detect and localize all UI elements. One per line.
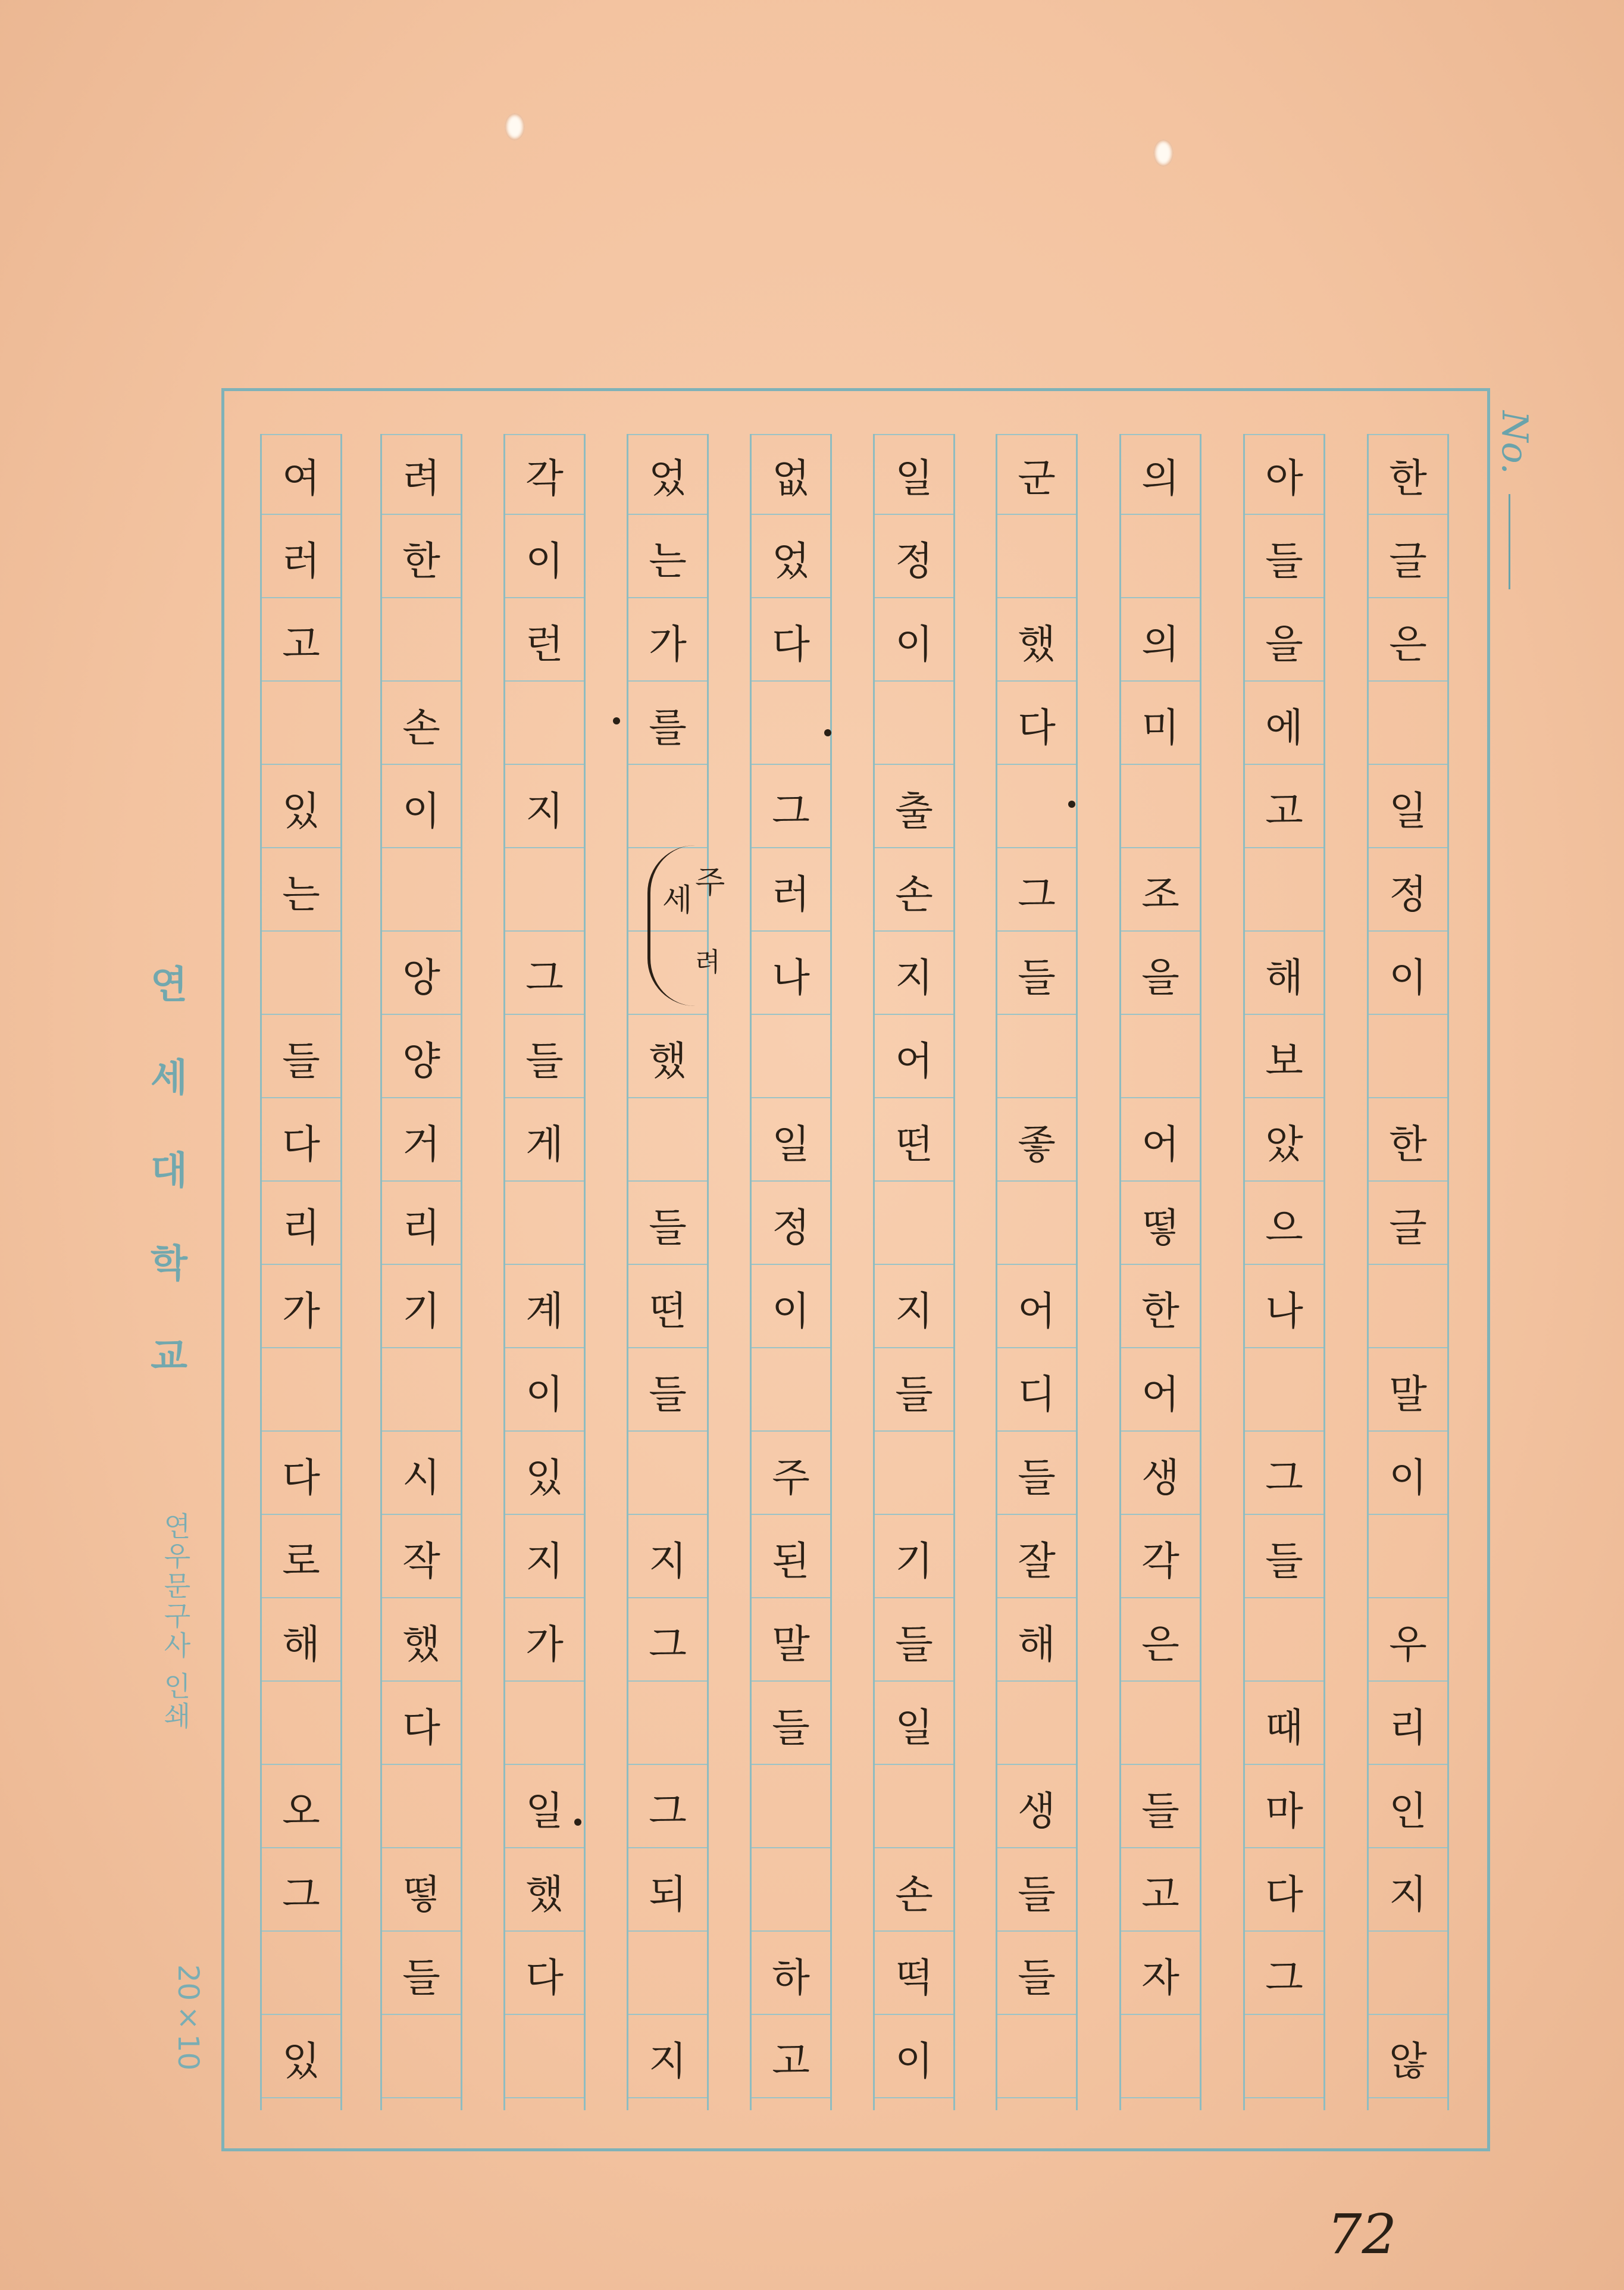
grid-cell <box>1121 1684 1200 1765</box>
grid-cell <box>1369 1017 1447 1098</box>
grid-cell: 이 <box>1369 1434 1447 1515</box>
grid-column <box>1243 434 1325 2110</box>
note-char: 주 <box>695 865 725 901</box>
grid-cell: 다 <box>262 1434 340 1515</box>
grid-cell: 인 <box>1369 1767 1447 1848</box>
grid-cell: 아 <box>1245 434 1323 515</box>
grid-cell: 때 <box>1245 1684 1323 1765</box>
grid-cell: 이 <box>875 2017 953 2098</box>
grid-cell: 오 <box>262 1767 340 1848</box>
grid-cell: 일 <box>752 1101 830 1182</box>
grid-cell: 들 <box>875 1601 953 1682</box>
grid-cell: 으 <box>1245 1184 1323 1265</box>
grid-cell <box>262 934 340 1015</box>
grid-cell <box>382 1767 461 1848</box>
grid-cell: 리 <box>262 1184 340 1265</box>
grid-cell <box>997 1684 1076 1765</box>
grid-cell <box>752 1017 830 1098</box>
grid-cell: 했 <box>382 1601 461 1682</box>
grid-column <box>627 434 709 2110</box>
grid-cell: 그 <box>505 934 584 1015</box>
note-char: 려 <box>695 947 721 977</box>
grid-cell <box>1369 1934 1447 2015</box>
punch-hole-left <box>505 113 525 140</box>
grid-cell: 일 <box>875 434 953 515</box>
grid-cell: 했 <box>628 1017 707 1098</box>
grid-cell <box>752 684 830 765</box>
grid-cell <box>382 2017 461 2098</box>
grid-cell: 가 <box>262 1267 340 1348</box>
grid-cell: 가 <box>505 1601 584 1682</box>
manuscript-grid <box>221 388 1490 2151</box>
grid-cell: 한 <box>1369 1101 1447 1182</box>
grid-cell: 지 <box>875 1267 953 1348</box>
grid-cell <box>875 684 953 765</box>
grid-cell: 리 <box>382 1184 461 1265</box>
grid-cell: 말 <box>752 1601 830 1682</box>
grid-cell: 생 <box>1121 1434 1200 1515</box>
grid-cell: 각 <box>1121 1517 1200 1598</box>
grid-cell: 어 <box>997 1267 1076 1348</box>
grid-cell <box>1121 1017 1200 1098</box>
printer-credit: 연우문구사 인쇄 <box>159 1512 192 1732</box>
grid-cell: 들 <box>997 1851 1076 1932</box>
grid-cell: 되 <box>628 1851 707 1932</box>
grid-cell: 들 <box>628 1351 707 1432</box>
grid-cell <box>1121 517 1200 598</box>
grid-cell: 러 <box>262 517 340 598</box>
grid-cell: 어 <box>1121 1351 1200 1432</box>
grid-cell: 앙 <box>382 934 461 1015</box>
grid-cell: 좋 <box>997 1101 1076 1182</box>
grid-cell <box>1121 2017 1200 2098</box>
grid-cell <box>628 1434 707 1515</box>
grid-size-label: 20×10 <box>171 1964 205 2071</box>
grid-cell: 있 <box>505 1434 584 1515</box>
grid-cell: 고 <box>1121 1851 1200 1932</box>
grid-cell <box>505 1184 584 1265</box>
grid-cell: 거 <box>382 1101 461 1182</box>
grid-cell <box>1121 767 1200 848</box>
grid-cell: 하 <box>752 1934 830 2015</box>
grid-cell <box>1369 684 1447 765</box>
grid-cell: 글 <box>1369 517 1447 598</box>
grid-cell: 일 <box>875 1684 953 1765</box>
grid-cell <box>505 2017 584 2098</box>
grid-cell: 들 <box>382 1934 461 2015</box>
grid-cell: 했 <box>997 601 1076 682</box>
grid-cell: 다 <box>997 684 1076 765</box>
grid-cell: 떤 <box>875 1101 953 1182</box>
grid-cell: 나 <box>752 934 830 1015</box>
grid-column <box>750 434 832 2110</box>
grid-cell: 지 <box>628 2017 707 2098</box>
grid-cell: 의 <box>1121 601 1200 682</box>
grid-cell: 지 <box>505 1517 584 1598</box>
grid-cell: 손 <box>875 1851 953 1932</box>
grid-cell: 떡 <box>875 1934 953 2015</box>
grid-cell: 은 <box>1369 601 1447 682</box>
grid-cell: 지 <box>1369 1851 1447 1932</box>
grid-cell: 고 <box>1245 767 1323 848</box>
grid-cell: 잘 <box>997 1517 1076 1598</box>
grid-cell <box>875 1184 953 1265</box>
grid-cell: 게 <box>505 1101 584 1182</box>
grid-cell <box>505 851 584 932</box>
grid-cell: 을 <box>1245 601 1323 682</box>
grid-cell: 일 <box>1369 767 1447 848</box>
grid-cell: 된 <box>752 1517 830 1598</box>
period-mark <box>613 717 620 724</box>
grid-cell: 들 <box>752 1684 830 1765</box>
page-number: 72 <box>1327 2202 1397 2266</box>
grid-cell: 들 <box>1245 517 1323 598</box>
grid-cell: 이 <box>752 1267 830 1348</box>
grid-cell: 가 <box>628 601 707 682</box>
grid-cell: 이 <box>382 767 461 848</box>
grid-cell <box>628 767 707 848</box>
grid-cell: 있 <box>262 767 340 848</box>
grid-column <box>1367 434 1449 2110</box>
grid-cell <box>752 1351 830 1432</box>
grid-cell: 을 <box>1121 934 1200 1015</box>
grid-cell <box>262 1934 340 2015</box>
grid-cell: 그 <box>1245 1434 1323 1515</box>
grid-cell <box>382 851 461 932</box>
grid-cell: 그 <box>997 851 1076 932</box>
grid-cell: 들 <box>875 1351 953 1432</box>
grid-cell: 었 <box>628 434 707 515</box>
grid-cell: 주 <box>752 1434 830 1515</box>
grid-cell <box>875 1767 953 1848</box>
grid-cell: 정 <box>752 1184 830 1265</box>
grid-cell: 한 <box>1369 434 1447 515</box>
grid-cell: 들 <box>997 1434 1076 1515</box>
grid-cell: 러 <box>752 851 830 932</box>
grid-cell: 리 <box>1369 1684 1447 1765</box>
margin-note <box>647 845 737 1006</box>
grid-cell <box>1369 1517 1447 1598</box>
grid-column <box>503 434 586 2110</box>
grid-cell: 들 <box>997 934 1076 1015</box>
grid-cell: 들 <box>628 1184 707 1265</box>
period-mark <box>574 1819 581 1826</box>
grid-cell: 고 <box>752 2017 830 2098</box>
grid-cell: 들 <box>262 1017 340 1098</box>
grid-cell: 를 <box>628 684 707 765</box>
grid-cell: 다 <box>752 601 830 682</box>
period-mark <box>824 729 831 736</box>
grid-cell: 조 <box>1121 851 1200 932</box>
grid-column <box>1119 434 1201 2110</box>
grid-cell: 이 <box>1369 934 1447 1015</box>
grid-cell <box>752 1767 830 1848</box>
grid-cell <box>628 1934 707 2015</box>
grid-cell: 없 <box>752 434 830 515</box>
grid-cell: 해 <box>262 1601 340 1682</box>
grid-cell: 들 <box>1245 1517 1323 1598</box>
grid-cell <box>1245 2017 1323 2098</box>
grid-cell: 떻 <box>382 1851 461 1932</box>
grid-cell: 다 <box>262 1101 340 1182</box>
grid-cell: 보 <box>1245 1017 1323 1098</box>
grid-cell: 기 <box>875 1517 953 1598</box>
grid-cell: 그 <box>262 1851 340 1932</box>
grid-cell: 기 <box>382 1267 461 1348</box>
grid-cell <box>382 1351 461 1432</box>
grid-cell: 양 <box>382 1017 461 1098</box>
grid-cell: 손 <box>875 851 953 932</box>
grid-cell: 떤 <box>628 1267 707 1348</box>
grid-cell: 우 <box>1369 1601 1447 1682</box>
grid-cell: 생 <box>997 1767 1076 1848</box>
grid-cell: 군 <box>997 434 1076 515</box>
period-mark <box>1068 801 1075 808</box>
grid-cell: 이 <box>875 601 953 682</box>
grid-cell <box>505 1684 584 1765</box>
grid-cell: 디 <box>997 1351 1076 1432</box>
grid-cell: 해 <box>997 1601 1076 1682</box>
grid-cell: 그 <box>752 767 830 848</box>
grid-cell <box>1245 1601 1323 1682</box>
grid-cell: 떻 <box>1121 1184 1200 1265</box>
grid-cell <box>628 1684 707 1765</box>
grid-cell: 지 <box>628 1517 707 1598</box>
grid-cell <box>997 2017 1076 2098</box>
grid-cell <box>875 1434 953 1515</box>
grid-cell: 는 <box>628 517 707 598</box>
grid-cell <box>382 601 461 682</box>
grid-cell: 지 <box>875 934 953 1015</box>
grid-column <box>260 434 342 2110</box>
grid-column <box>873 434 955 2110</box>
grid-cell: 그 <box>628 1767 707 1848</box>
grid-cell: 들 <box>997 1934 1076 2015</box>
grid-cell <box>628 1101 707 1182</box>
grid-column <box>380 434 462 2110</box>
note-char: 세 <box>662 883 693 919</box>
grid-cell: 여 <box>262 434 340 515</box>
grid-cell <box>1369 1267 1447 1348</box>
grid-cell: 어 <box>1121 1101 1200 1182</box>
grid-cell <box>1245 1351 1323 1432</box>
grid-cell <box>997 517 1076 598</box>
grid-cell: 은 <box>1121 1601 1200 1682</box>
grid-cell: 한 <box>382 517 461 598</box>
grid-cell: 려 <box>382 434 461 515</box>
grid-cell: 했 <box>505 1851 584 1932</box>
number-line <box>1509 494 1510 589</box>
grid-cell: 에 <box>1245 684 1323 765</box>
grid-cell: 는 <box>262 851 340 932</box>
grid-cell: 해 <box>1245 934 1323 1015</box>
grid-cell <box>752 1851 830 1932</box>
grid-cell: 않 <box>1369 2017 1447 2098</box>
grid-cell: 한 <box>1121 1267 1200 1348</box>
grid-cell: 어 <box>875 1017 953 1098</box>
school-name: 연세대학교 <box>143 964 187 1429</box>
grid-cell: 자 <box>1121 1934 1200 2015</box>
grid-cell: 그 <box>1245 1934 1323 2015</box>
grid-cell: 다 <box>382 1684 461 1765</box>
grid-cell <box>1245 851 1323 932</box>
grid-cell: 미 <box>1121 684 1200 765</box>
grid-cell: 이 <box>505 517 584 598</box>
grid-cell: 다 <box>1245 1851 1323 1932</box>
grid-cell <box>997 1017 1076 1098</box>
grid-cell <box>262 1351 340 1432</box>
grid-cell: 있 <box>262 2017 340 2098</box>
grid-cell: 았 <box>1245 1101 1323 1182</box>
grid-cell <box>997 1184 1076 1265</box>
grid-cell: 그 <box>628 1601 707 1682</box>
grid-cell: 마 <box>1245 1767 1323 1848</box>
grid-cell: 출 <box>875 767 953 848</box>
grid-cell: 각 <box>505 434 584 515</box>
grid-cell: 지 <box>505 767 584 848</box>
grid-cell: 들 <box>505 1017 584 1098</box>
grid-cell: 정 <box>1369 851 1447 932</box>
grid-cell <box>262 1684 340 1765</box>
grid-cell <box>505 684 584 765</box>
grid-cell: 일 <box>505 1767 584 1848</box>
grid-cell: 작 <box>382 1517 461 1598</box>
number-label: No. <box>1494 411 1535 474</box>
grid-cell: 런 <box>505 601 584 682</box>
grid-cell: 고 <box>262 601 340 682</box>
grid-cell <box>262 684 340 765</box>
grid-cell: 이 <box>505 1351 584 1432</box>
grid-cell: 의 <box>1121 434 1200 515</box>
grid-cell: 말 <box>1369 1351 1447 1432</box>
grid-cell: 나 <box>1245 1267 1323 1348</box>
grid-cell: 글 <box>1369 1184 1447 1265</box>
grid-cell <box>997 767 1076 848</box>
punch-hole-right <box>1153 139 1174 167</box>
grid-cell: 었 <box>752 517 830 598</box>
grid-cell: 들 <box>1121 1767 1200 1848</box>
grid-cell: 로 <box>262 1517 340 1598</box>
grid-cell: 시 <box>382 1434 461 1515</box>
grid-cell: 계 <box>505 1267 584 1348</box>
grid-cell: 정 <box>875 517 953 598</box>
grid-cell: 손 <box>382 684 461 765</box>
grid-column <box>996 434 1078 2110</box>
grid-cell: 다 <box>505 1934 584 2015</box>
